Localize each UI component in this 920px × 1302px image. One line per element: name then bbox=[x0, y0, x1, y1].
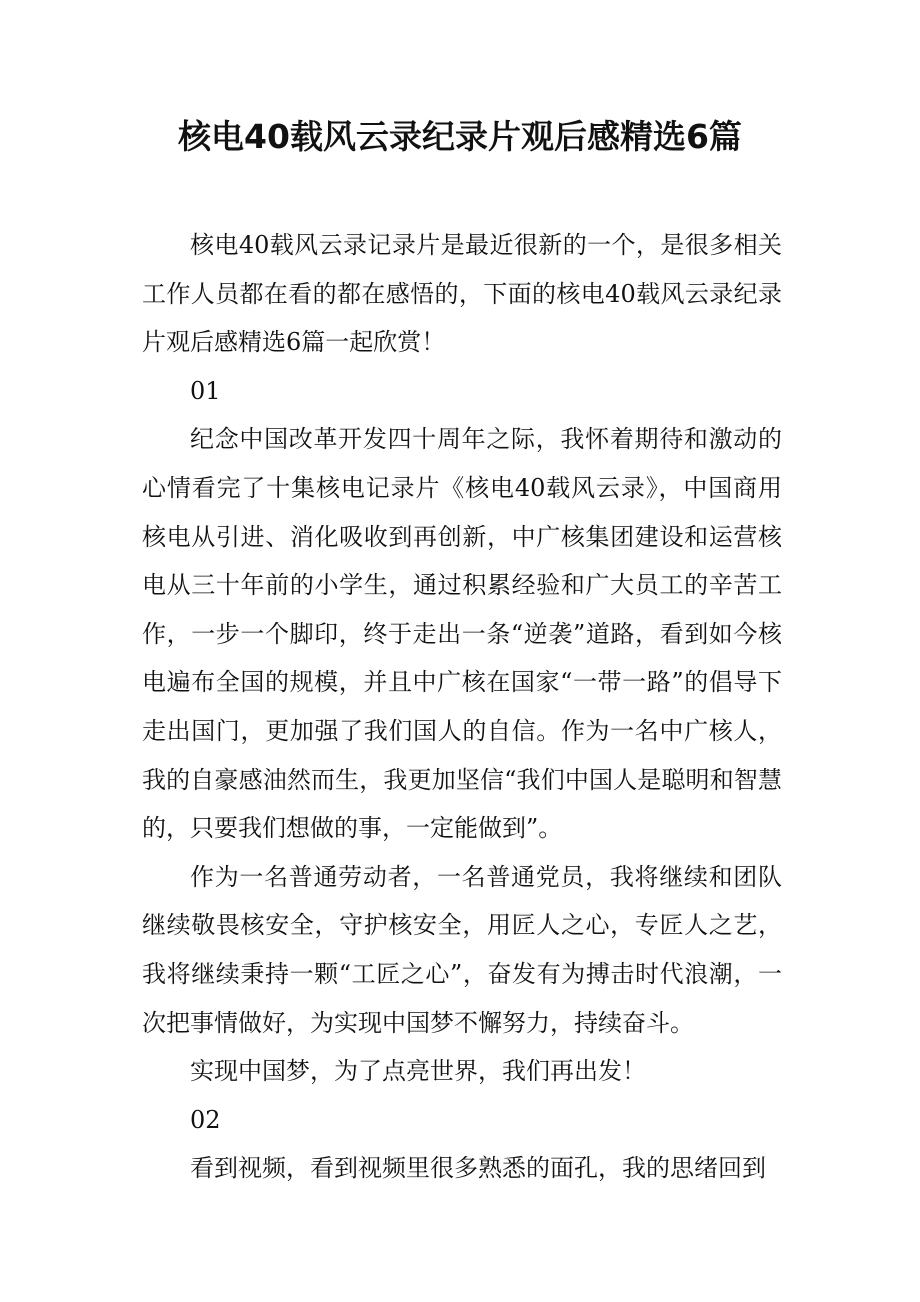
section-02-paragraph-1: 看到视频，看到视频里很多熟悉的面孔，我的思绪回到 bbox=[190, 1154, 766, 1183]
section-number-02: 02 bbox=[190, 1105, 221, 1134]
section-number-01: 01 bbox=[190, 376, 221, 405]
intro-paragraph: 核电40载风云录记录片是最近很新的一个，是很多相关工作人员都在看的都在感悟的，下面的核电40载风云录纪录片观后感精选6篇一起欣赏！ bbox=[142, 231, 782, 357]
section-01-paragraph-3: 实现中国梦，为了点亮世界，我们再出发！ bbox=[190, 1057, 646, 1086]
document-title: 核电40载风云录纪录片观后感精选6篇 bbox=[178, 117, 742, 156]
section-01-paragraph-1: 纪念中国改革开发四十周年之际，我怀着期待和激动的心情看完了十集核电记录片《核电40载风云录》，中国商用核电从引进、消化吸收到再创新，中广核集团建设和运营核电从三十年前的小学生，通过积累经验和广大员工的辛苦工作，一步一个脚印，终于走出一条“逆袭”道路，看到如今核电遍布全国的规模，并且中广核在国家“一带一路”的倡导下走出国门，更加强了我们国人的自信。作为一名中广核人，我的自豪感油然而生，我更加坚信“我们中国人是聪明和智慧的，只要我们想做的事，一定能做到”。 bbox=[142, 425, 782, 843]
section-01-paragraph-2: 作为一名普通劳动者，一名普通党员，我将继续和团队继续敬畏核安全，守护核安全，用匠人之心，专匠人之艺，我将继续秉持一颗“工匠之心”，奋发有为搏击时代浪潮，一次把事情做好，为实现中国梦不懈努力，持续奋斗。 bbox=[142, 862, 782, 1037]
document-body bbox=[142, 221, 782, 1193]
